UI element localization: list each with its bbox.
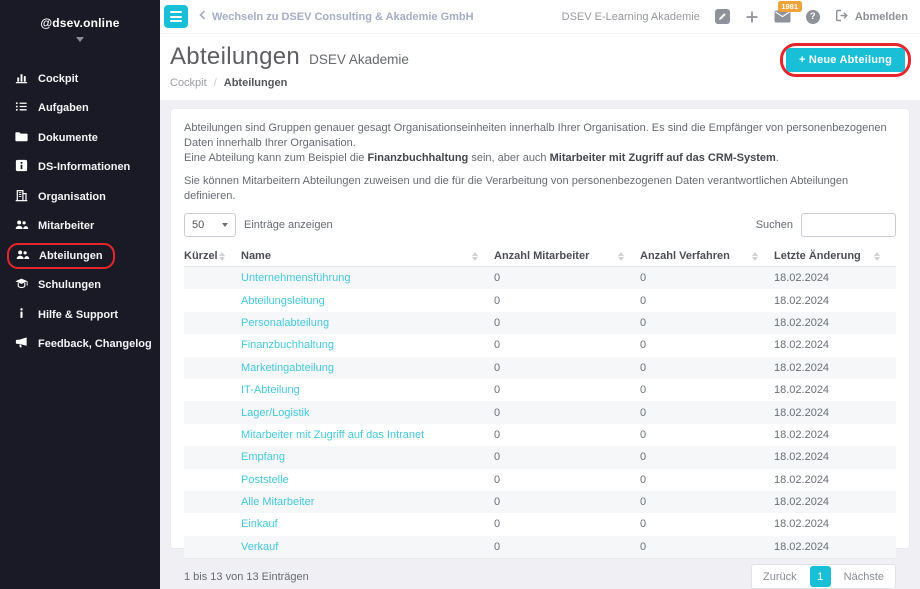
cell-mitarbeiter: 0 bbox=[494, 428, 501, 441]
cell-geaendert: 18.02.2024 bbox=[774, 428, 830, 441]
table-row bbox=[184, 401, 896, 423]
content-area bbox=[160, 100, 920, 583]
sort-icon bbox=[472, 252, 478, 261]
cell-mitarbeiter: 0 bbox=[494, 451, 501, 464]
tasks-icon bbox=[14, 99, 29, 117]
chevron-left-icon bbox=[199, 10, 206, 23]
table-row bbox=[184, 424, 896, 446]
entries-info: 1 bis 13 von 13 Einträgen bbox=[184, 570, 309, 583]
hamburger-menu-button[interactable] bbox=[164, 5, 188, 28]
column-header-name[interactable]: Name bbox=[241, 250, 494, 262]
cell-mitarbeiter: 0 bbox=[494, 361, 501, 374]
cell-mitarbeiter: 0 bbox=[494, 384, 501, 397]
column-header-verfahren[interactable]: Anzahl Verfahren bbox=[640, 250, 774, 262]
cell-mitarbeiter: 0 bbox=[494, 294, 501, 307]
department-link[interactable]: Alle Mitarbeiter bbox=[241, 496, 315, 509]
sidebar-item-label: Hilfe & Support bbox=[38, 308, 119, 321]
search-label: Suchen bbox=[755, 219, 793, 231]
sidebar-item-label: Feedback, Changelog bbox=[38, 338, 152, 351]
sidebar-item-schulungen[interactable] bbox=[0, 271, 160, 301]
page-size-select[interactable]: 50 bbox=[184, 213, 236, 237]
sidebar-item-organisation[interactable] bbox=[0, 182, 160, 212]
cell-verfahren: 0 bbox=[640, 473, 647, 486]
cell-geaendert: 18.02.2024 bbox=[774, 451, 830, 464]
sort-icon bbox=[219, 252, 225, 261]
sidebar-item-label: Organisation bbox=[38, 190, 106, 203]
table-row bbox=[184, 267, 896, 289]
users-icon bbox=[15, 247, 30, 265]
cell-mitarbeiter: 0 bbox=[494, 272, 501, 285]
sidebar-item-abteilungen[interactable] bbox=[0, 241, 160, 271]
building-icon bbox=[14, 188, 29, 206]
sidebar-item-dokumente[interactable] bbox=[0, 123, 160, 153]
megaphone-icon bbox=[14, 335, 29, 353]
cell-geaendert: 18.02.2024 bbox=[774, 540, 830, 553]
table-row bbox=[184, 491, 896, 513]
table-row bbox=[184, 513, 896, 535]
help-icon[interactable] bbox=[806, 10, 820, 24]
cell-geaendert: 18.02.2024 bbox=[774, 473, 830, 486]
breadcrumb-separator: / bbox=[213, 77, 217, 89]
graduation-cap-icon bbox=[14, 276, 29, 294]
logout-icon bbox=[835, 9, 849, 25]
sidebar-item-label: DS-Informationen bbox=[38, 161, 131, 174]
cell-geaendert: 18.02.2024 bbox=[774, 339, 830, 352]
cell-mitarbeiter: 0 bbox=[494, 518, 501, 531]
pagination-next-button[interactable]: Nächste bbox=[843, 570, 884, 583]
cell-verfahren: 0 bbox=[640, 384, 647, 397]
cell-verfahren: 0 bbox=[640, 294, 647, 307]
switch-org-link[interactable]: Wechseln zu DSEV Consulting & Akademie GmbH bbox=[199, 10, 474, 23]
cell-verfahren: 0 bbox=[640, 451, 647, 464]
sidebar-nav bbox=[0, 64, 160, 359]
page-header bbox=[160, 33, 920, 100]
folder-icon bbox=[14, 129, 29, 147]
cell-verfahren: 0 bbox=[640, 518, 647, 531]
sidebar-item-ds-informationen[interactable] bbox=[0, 153, 160, 183]
table-row bbox=[184, 536, 896, 558]
sidebar-item-hilfe-support[interactable] bbox=[0, 300, 160, 330]
cell-verfahren: 0 bbox=[640, 339, 647, 352]
cell-verfahren: 0 bbox=[640, 316, 647, 329]
table-row bbox=[184, 446, 896, 468]
pagination-prev-button[interactable]: Zurück bbox=[763, 570, 797, 583]
chevron-down-icon[interactable] bbox=[76, 37, 84, 42]
department-link[interactable]: Unternehmensführung bbox=[241, 272, 351, 285]
table-row bbox=[184, 469, 896, 491]
breadcrumb-cockpit[interactable]: Cockpit bbox=[170, 77, 207, 89]
cell-mitarbeiter: 0 bbox=[494, 406, 501, 419]
department-link[interactable]: Poststelle bbox=[241, 473, 289, 486]
table-body bbox=[184, 267, 896, 558]
cell-verfahren: 0 bbox=[640, 272, 647, 285]
chevron-down-icon bbox=[222, 223, 228, 227]
table-controls bbox=[184, 213, 896, 237]
cell-geaendert: 18.02.2024 bbox=[774, 406, 830, 419]
sort-icon bbox=[618, 252, 624, 261]
cell-mitarbeiter: 0 bbox=[494, 496, 501, 509]
table-row bbox=[184, 357, 896, 379]
departments-table bbox=[184, 246, 896, 558]
sidebar-item-label: Abteilungen bbox=[39, 249, 103, 262]
users-icon bbox=[14, 217, 29, 235]
annotation-highlight bbox=[7, 243, 115, 269]
table-row bbox=[184, 312, 896, 334]
mail-icon[interactable] bbox=[774, 1, 798, 23]
pagination bbox=[751, 564, 896, 589]
cell-verfahren: 0 bbox=[640, 496, 647, 509]
table-row bbox=[184, 289, 896, 311]
cell-geaendert: 18.02.2024 bbox=[774, 272, 830, 285]
cell-geaendert: 18.02.2024 bbox=[774, 496, 830, 509]
department-link[interactable]: Finanzbuchhaltung bbox=[241, 339, 334, 352]
department-link[interactable]: Lager/Logistik bbox=[241, 406, 310, 419]
main-area bbox=[160, 0, 920, 583]
entries-label: Einträge anzeigen bbox=[244, 219, 333, 231]
page-title: Abteilungen bbox=[170, 43, 301, 70]
cell-geaendert: 18.02.2024 bbox=[774, 316, 830, 329]
info-square-icon bbox=[14, 158, 29, 176]
department-link[interactable]: IT-Abteilung bbox=[241, 384, 300, 397]
departments-card bbox=[170, 108, 910, 583]
cell-mitarbeiter: 0 bbox=[494, 473, 501, 486]
cell-geaendert: 18.02.2024 bbox=[774, 361, 830, 374]
topbar-right bbox=[561, 1, 908, 25]
department-link[interactable]: Empfang bbox=[241, 451, 286, 464]
table-header bbox=[184, 246, 896, 267]
intro-text: Abteilungen sind Gruppen genauer gesagt Organisationseinheiten innerhalb Ihrer Organisation. Es sind die Empfänger von personenbezogenen Daten innerhalb Ihrer Organisation. Eine Abteilung kann zum Beispiel die Finanzbuchhaltung sein, aber auch Mitarbeiter mit Zugriff auf das CRM-System. Sie können Mitarbeitern Abteilungen zuweisen und die für die Verarbeitung von personenbezogenen Daten verantwortlichen Abteilungen definieren. bbox=[184, 122, 887, 202]
table-row bbox=[184, 334, 896, 356]
info-icon bbox=[14, 306, 29, 324]
edit-icon[interactable] bbox=[715, 9, 730, 24]
department-link[interactable]: Abteilungsleitung bbox=[241, 294, 325, 307]
sidebar bbox=[0, 0, 160, 589]
breadcrumb-current: Abteilungen bbox=[223, 77, 288, 89]
notification-badge: 1981 bbox=[778, 1, 802, 12]
chart-icon bbox=[14, 70, 29, 88]
sidebar-item-label: Mitarbeiter bbox=[38, 220, 95, 233]
topbar bbox=[160, 0, 920, 33]
cell-mitarbeiter: 0 bbox=[494, 316, 501, 329]
department-link[interactable]: Einkauf bbox=[241, 518, 278, 531]
department-link[interactable]: Personalabteilung bbox=[241, 316, 330, 329]
breadcrumb bbox=[170, 77, 910, 89]
cell-verfahren: 0 bbox=[640, 406, 647, 419]
search-input[interactable] bbox=[801, 213, 896, 237]
page-subtitle: DSEV Akademie bbox=[309, 52, 409, 67]
cell-verfahren: 0 bbox=[640, 540, 647, 553]
sidebar-item-label: Schulungen bbox=[38, 279, 101, 292]
pagination-page-1[interactable]: 1 bbox=[810, 566, 831, 587]
current-org-label: DSEV E-Learning Akademie bbox=[561, 10, 700, 23]
cell-verfahren: 0 bbox=[640, 428, 647, 441]
annotation-highlight bbox=[780, 43, 911, 77]
sort-icon bbox=[874, 252, 880, 261]
cell-verfahren: 0 bbox=[640, 361, 647, 374]
sidebar-item-label: Dokumente bbox=[38, 131, 98, 144]
sidebar-item-mitarbeiter[interactable] bbox=[0, 212, 160, 242]
sidebar-item-label: Aufgaben bbox=[38, 102, 89, 115]
cell-mitarbeiter: 0 bbox=[494, 339, 501, 352]
sidebar-item-feedback-changelog[interactable] bbox=[0, 330, 160, 360]
table-footer bbox=[184, 558, 896, 589]
brand-selector[interactable]: @dsev.online bbox=[40, 16, 120, 30]
department-link[interactable]: Mitarbeiter mit Zugriff auf das Intranet bbox=[241, 428, 425, 441]
new-department-button[interactable]: + Neue Abteilung bbox=[786, 48, 905, 72]
cell-geaendert: 18.02.2024 bbox=[774, 518, 830, 531]
department-link[interactable]: Verkauf bbox=[241, 540, 279, 553]
column-header-aenderung[interactable]: Letzte Änderung bbox=[774, 250, 896, 262]
column-header-kuerzel[interactable]: Kürzel bbox=[184, 250, 241, 262]
sidebar-item-aufgaben[interactable] bbox=[0, 94, 160, 124]
sidebar-item-label: Cockpit bbox=[38, 72, 79, 85]
cell-mitarbeiter: 0 bbox=[494, 540, 501, 553]
department-link[interactable]: Marketingabteilung bbox=[241, 361, 334, 374]
cell-geaendert: 18.02.2024 bbox=[774, 294, 830, 307]
column-header-mitarbeiter[interactable]: Anzahl Mitarbeiter bbox=[494, 250, 640, 262]
table-row bbox=[184, 379, 896, 401]
logout-button[interactable]: Abmelden bbox=[835, 9, 908, 25]
cell-geaendert: 18.02.2024 bbox=[774, 384, 830, 397]
plus-icon[interactable] bbox=[745, 10, 759, 24]
sort-icon bbox=[752, 252, 758, 261]
sidebar-item-cockpit[interactable] bbox=[0, 64, 160, 94]
